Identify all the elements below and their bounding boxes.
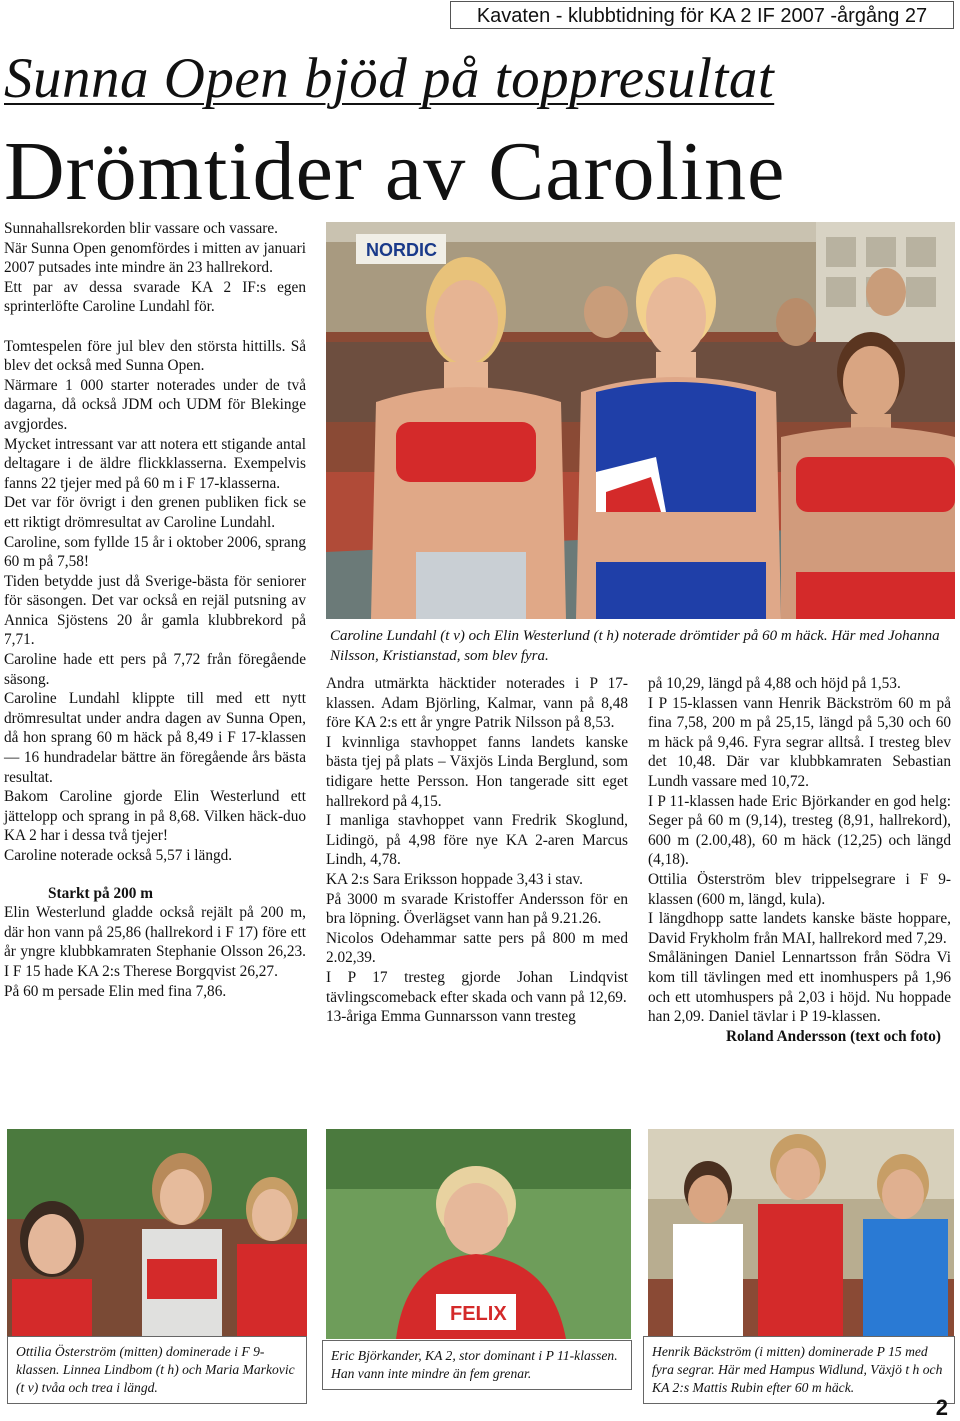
paragraph: Närmare 1 000 starter noterades under de två dagarna, då också JDM och UDM för Blekinge avgjordes.: [4, 376, 306, 433]
girls-photo: [7, 1129, 307, 1369]
article-column-1: [4, 219, 306, 1001]
paragraph: Ottilia Österström blev trippelsegrare i F 9-klassen (600 m, längd, kula).: [648, 870, 951, 908]
paragraph: Ett par av dessa svarade KA 2 IF:s egen sprinterlöfte Caroline Lundahl för.: [4, 278, 306, 316]
paragraph: 13-åriga Emma Gunnarsson vann tresteg: [326, 1008, 576, 1026]
paragraph: Caroline, som fyllde 15 år i oktober 2006, sprang 60 m på 7,58!: [4, 533, 306, 571]
henrik-photo: [648, 1129, 954, 1339]
eric-photo-caption: Eric Björkander, KA 2, stor dominant i P 11-klassen. Han vann inte mindre än fem grenar.: [322, 1340, 632, 1390]
main-photo-caption: Caroline Lundahl (t v) och Elin Westerlund (t h) noterade drömtider på 60 m häck. Här med Johanna Nilsson, Kristianstad, som blev fyra.: [330, 628, 940, 664]
girls-photo-caption: Ottilia Österström (mitten) dominerade i F 9-klassen. Linnea Lindbom (t h) och Maria Markovic (t v) tvåa och trea i längd.: [7, 1336, 307, 1404]
paragraph: Caroline noterade också 5,57 i längd.: [4, 847, 233, 864]
paragraph: Elin Westerlund gladde också rejält på 200 m, där hon vann på 25,86 (hallrekord i F 17) före ett år yngre klubbkamraten Stephanie Olsson 26,23. I F 15 hade KA 2:s Therese Borgqvist 26,27.: [4, 904, 306, 980]
paragraph: Småläningen Daniel Lennartsson från Södra Vi kom till tävlingen med ett inomhuspers på 1,96 och ett utomhuspers på 2,03 i höjd. Nu hoppade han 2,09. Daniel tävlar i P 19-klassen.: [648, 949, 951, 1026]
banner-text: NORDIC: [366, 240, 437, 260]
paragraph: I P 17 tresteg gjorde Johan Lindqvist tävlingscomeback efter skada och vann på 12,69.: [326, 968, 628, 1006]
paragraph: KA 2:s Sara Eriksson hoppade 3,43 i stav.: [326, 870, 583, 888]
article-column-2: [326, 674, 628, 1027]
headline: Drömtider av Caroline: [4, 125, 786, 218]
paragraph: Nicolos Odehammar satte pers på 800 m med 2.02,39.: [326, 929, 628, 967]
article-column-3: [648, 674, 951, 1046]
paragraph: Caroline Lundahl klippte till med ett nytt drömresultat under andra dagen av Sunna Open, då hon sprang 60 m häck på 8,49 i F 17-klassen — 16 hundradelar bättre än föregående års bästa resultat.: [4, 690, 306, 786]
paragraph: Bakom Caroline gjorde Elin Westerlund ett jättelopp och sprang in på 8,68. Vilken häck-duo KA 2 har i dessa två tjejer!: [4, 788, 306, 845]
paragraph: Sunnahallsrekorden blir vassare och vassare.: [4, 220, 278, 237]
paragraph: Andra utmärkta häcktider noterades i P 17-klassen. Adam Björling, Kalmar, vann på 8,48 före KA 2:s ett år yngre Patrik Nilsson på 8,53.: [326, 675, 628, 732]
kicker: Sunna Open bjöd på toppresultat: [4, 47, 775, 110]
eric-photo-illustration: [326, 1129, 631, 1339]
henrik-photo-caption: Henrik Bäckström (i mitten) dominerade P 15 med fyra segrar. Här med Hampus Widlund, Växjö t h och KA 2:s Mattis Rubin efter 60 m häck.: [643, 1336, 955, 1404]
paragraph: I kvinnliga stavhoppet fanns landets kanske bästa tjej på plats – Växjös Linda Berglund, som tidigare hette Persson. Hon tangerade sitt eget hallrekord på 4,15.: [326, 733, 628, 810]
henrik-photo-illustration: [648, 1129, 954, 1339]
paragraph: Tiden betydde just då Sverige-bästa för seniorer för säsongen. Det var också en rejäl putsning av Annica Sjöstens 20 år gamla klubbrekord på 7,71.: [4, 572, 306, 649]
paragraph: I P 15-klassen vann Henrik Bäckström 60 m på fina 7,58, 200 m på 25,15, längd på 5,30 och 60 m häck på 9,46. Fyra segrar alltså. I tresteg blev det 10,48. Där var klubbkamraten Sebastian Lundh vassare med 10,72.: [648, 694, 951, 790]
byline: Roland Andersson (text och foto): [725, 1027, 941, 1045]
paragraph: Caroline hade ett pers på 7,72 från föregående säsong.: [4, 651, 306, 688]
main-photo: [326, 222, 955, 619]
paragraph: I manliga stavhoppet vann Fredrik Skoglund, Lidingö, på 4,98 före nye KA 2-aren Marcus Lindh, 4,78.: [326, 812, 628, 869]
subheading: Starkt på 200 m: [48, 884, 153, 902]
paragraph: På 3000 m svarade Kristoffer Andersson för en bra löpning. Överlägset vann han på 9.21.26.: [326, 890, 628, 928]
bib-text: FELIX: [450, 1303, 507, 1325]
paragraph: Det var för övrigt i den grenen publiken fick se ett riktigt drömresultat av Caroline Lundahl.: [4, 494, 306, 531]
girls-photo-illustration: [7, 1129, 307, 1369]
paragraph: I längdhopp satte landets kanske bäste hoppare, David Frykholm från MAI, hallrekord med 7,29.: [648, 910, 951, 947]
paragraph: När Sunna Open genomfördes i mitten av januari 2007 putsades inte mindre än 23 hallrekord.: [4, 239, 306, 277]
paragraph: På 60 m persade Elin med fina 7,86.: [4, 982, 227, 1000]
paragraph: Mycket intressant var att notera ett stigande antal deltagare i de äldre flickklasserna. Exempelvis fanns 22 tjejer med på 60 m i F 17-klasserna.: [4, 435, 306, 492]
main-photo-illustration: [326, 222, 955, 619]
paragraph: på 10,29, längd på 4,88 och höjd på 1,53.: [648, 675, 901, 692]
paragraph: I P 11-klassen hade Eric Björkander en god helg: Seger på 60 m (9,14), tresteg (8,91, hallrekord), 600 m (2.00,48), 60 m häck (12,25) och längd (4,18).: [648, 792, 951, 869]
header-title: Kavaten - klubbtidning för KA 2 IF 2007 -årgång 27: [450, 1, 954, 29]
paragraph: Tomtespelen före jul blev den största hittills. Så blev det också med Sunna Open.: [4, 337, 306, 375]
page-number: 2: [935, 1395, 948, 1420]
eric-photo: [326, 1129, 631, 1339]
